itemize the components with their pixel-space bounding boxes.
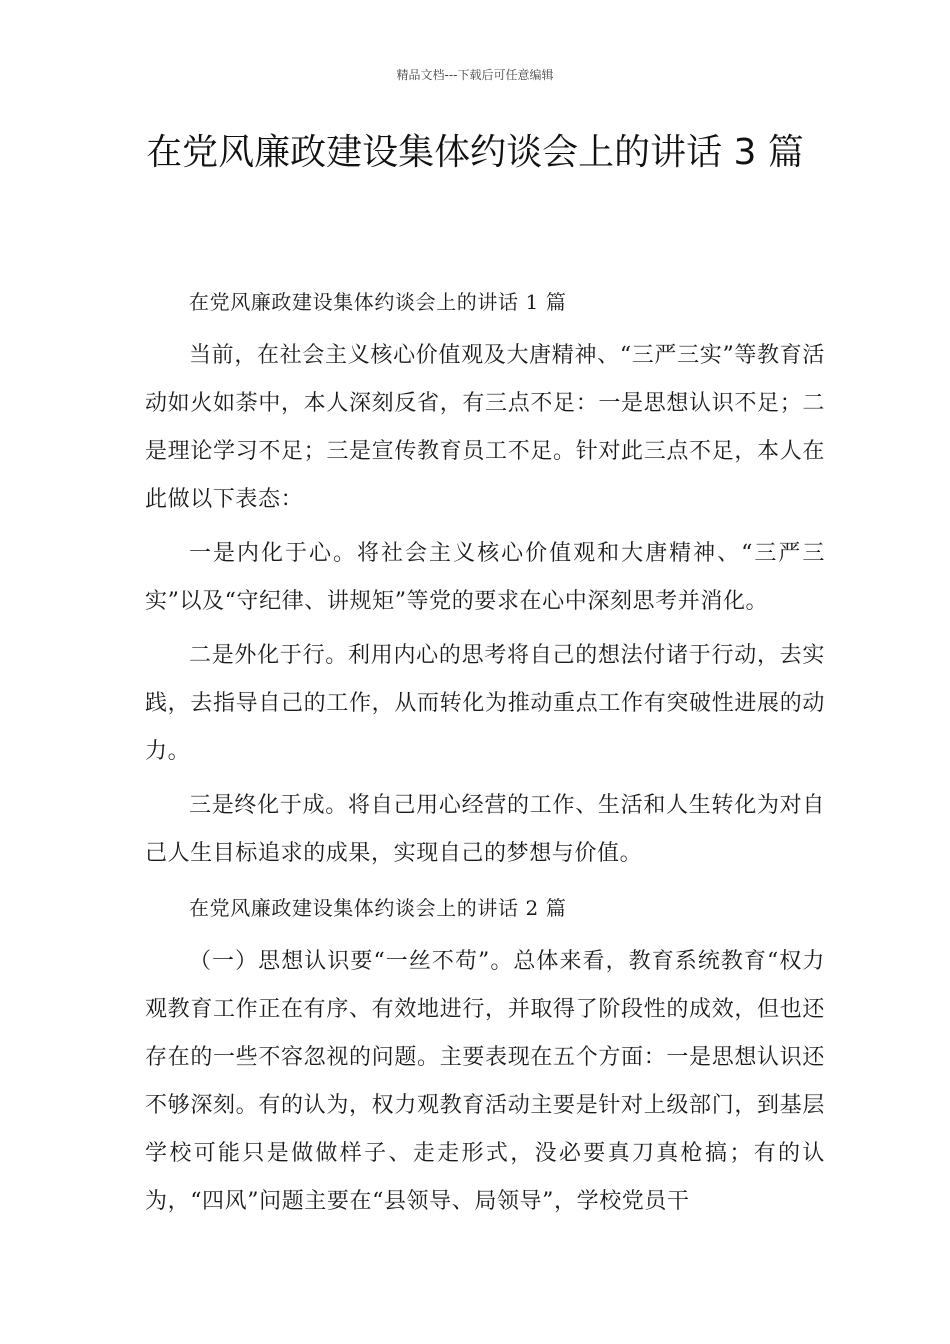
section-heading-1: 在党风廉政建设集体约谈会上的讲话 1 篇 (189, 290, 567, 314)
paragraph: 二是外化于行。利用内心的思考将自己的想法付诸于行动，去实践，去指导自己的工作，从而转化为推动重点工作有突破性进展的动力。 (145, 643, 825, 764)
document-title: 在党风廉政建设集体约谈会上的讲话 3 篇 (146, 132, 804, 173)
paragraph: （一）思想认识要“一丝不苟”。总体来看，教育系统教育“权力观教育工作正在有序、有效地进行，并取得了阶段性的成效，但也还存在的一些不容忽视的问题。主要表现在五个方面：一是思想认识还不够深刻。有的认为，权力观教育活动主要是针对上级部门，到基层学校可能只是做做样子、走走形式，没必要真刀真枪搞；有的认为，“四风”问题主要在“县领导、局领导”，学校党员干 (145, 949, 825, 1214)
paragraph: 一是内化于心。将社会主义核心价值观和大唐精神、“三严三实”以及“守纪律、讲规矩”等党的要求在心中深刻思考并消化。 (145, 541, 825, 614)
section-heading-2: 在党风廉政建设集体约谈会上的讲话 2 篇 (189, 896, 567, 920)
document-body (145, 278, 825, 1232)
header-note: 精品文档---下载后可任意编辑 (396, 68, 554, 82)
paragraph: 三是终化于成。将自己用心经营的工作、生活和人生转化为对自己人生目标追求的成果，实现自己的梦想与价值。 (145, 793, 825, 866)
paragraph: 当前，在社会主义核心价值观及大唐精神、“三严三实”等教育活动如火如荼中，本人深刻反省，有三点不足：一是思想认识不足；二是理论学习不足；三是宣传教育员工不足。针对此三点不足，本人在此做以下表态： (145, 343, 825, 512)
